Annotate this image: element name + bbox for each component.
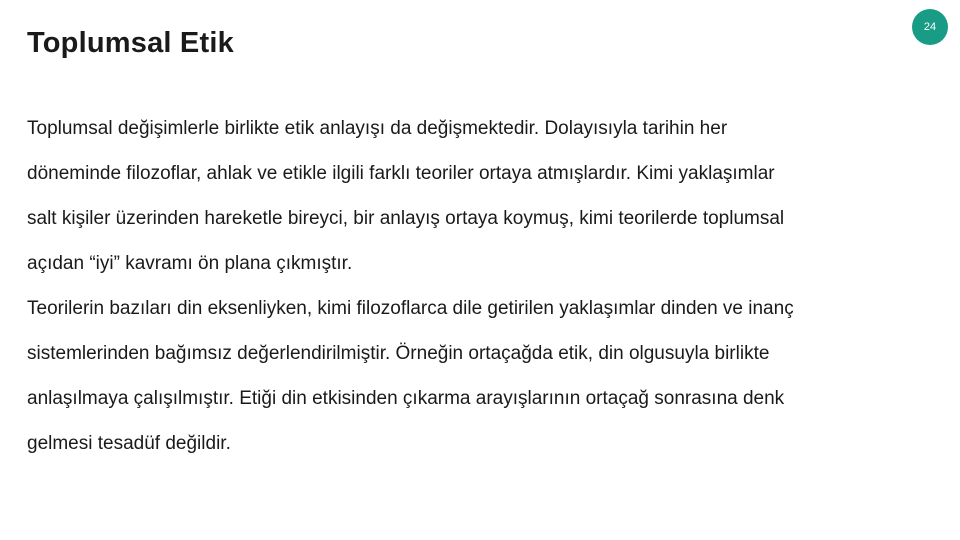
text-line: salt kişiler üzerinden hareketle bireyci, bir anlayış ortaya koymuş, kimi teorilerde toplumsal (27, 208, 785, 229)
text-line: açıdan “iyi” kavramı ön plana çıkmıştır. (27, 253, 353, 274)
text-line: Teorilerin bazıları din eksenliyken, kimi filozoflarca dile getirilen yaklaşımlar dinden ve inanç (27, 298, 794, 319)
slide-body (27, 106, 932, 466)
text-line: anlaşılmaya çalışılmıştır. Etiği din etkisinden çıkarma arayışlarının ortaçağ sonrasına denk (27, 388, 785, 409)
paragraph-2 (27, 286, 932, 466)
text-line: Toplumsal değişimlerle birlikte etik anlayışı da değişmektedir. Dolayısıyla tarihin her (27, 118, 728, 139)
text-line: gelmesi tesadüf değildir. (27, 433, 231, 454)
page-number-badge: 24 (912, 9, 948, 45)
paragraph-1 (27, 106, 932, 286)
slide-title: Toplumsal Etik (27, 27, 234, 59)
text-line: döneminde filozoflar, ahlak ve etikle ilgili farklı teoriler ortaya atmışlardır. Kimi yaklaşımlar (27, 163, 775, 184)
text-line: sistemlerinden bağımsız değerlendirilmiştir. Örneğin ortaçağda etik, din olgusuyla birlikte (27, 343, 770, 364)
